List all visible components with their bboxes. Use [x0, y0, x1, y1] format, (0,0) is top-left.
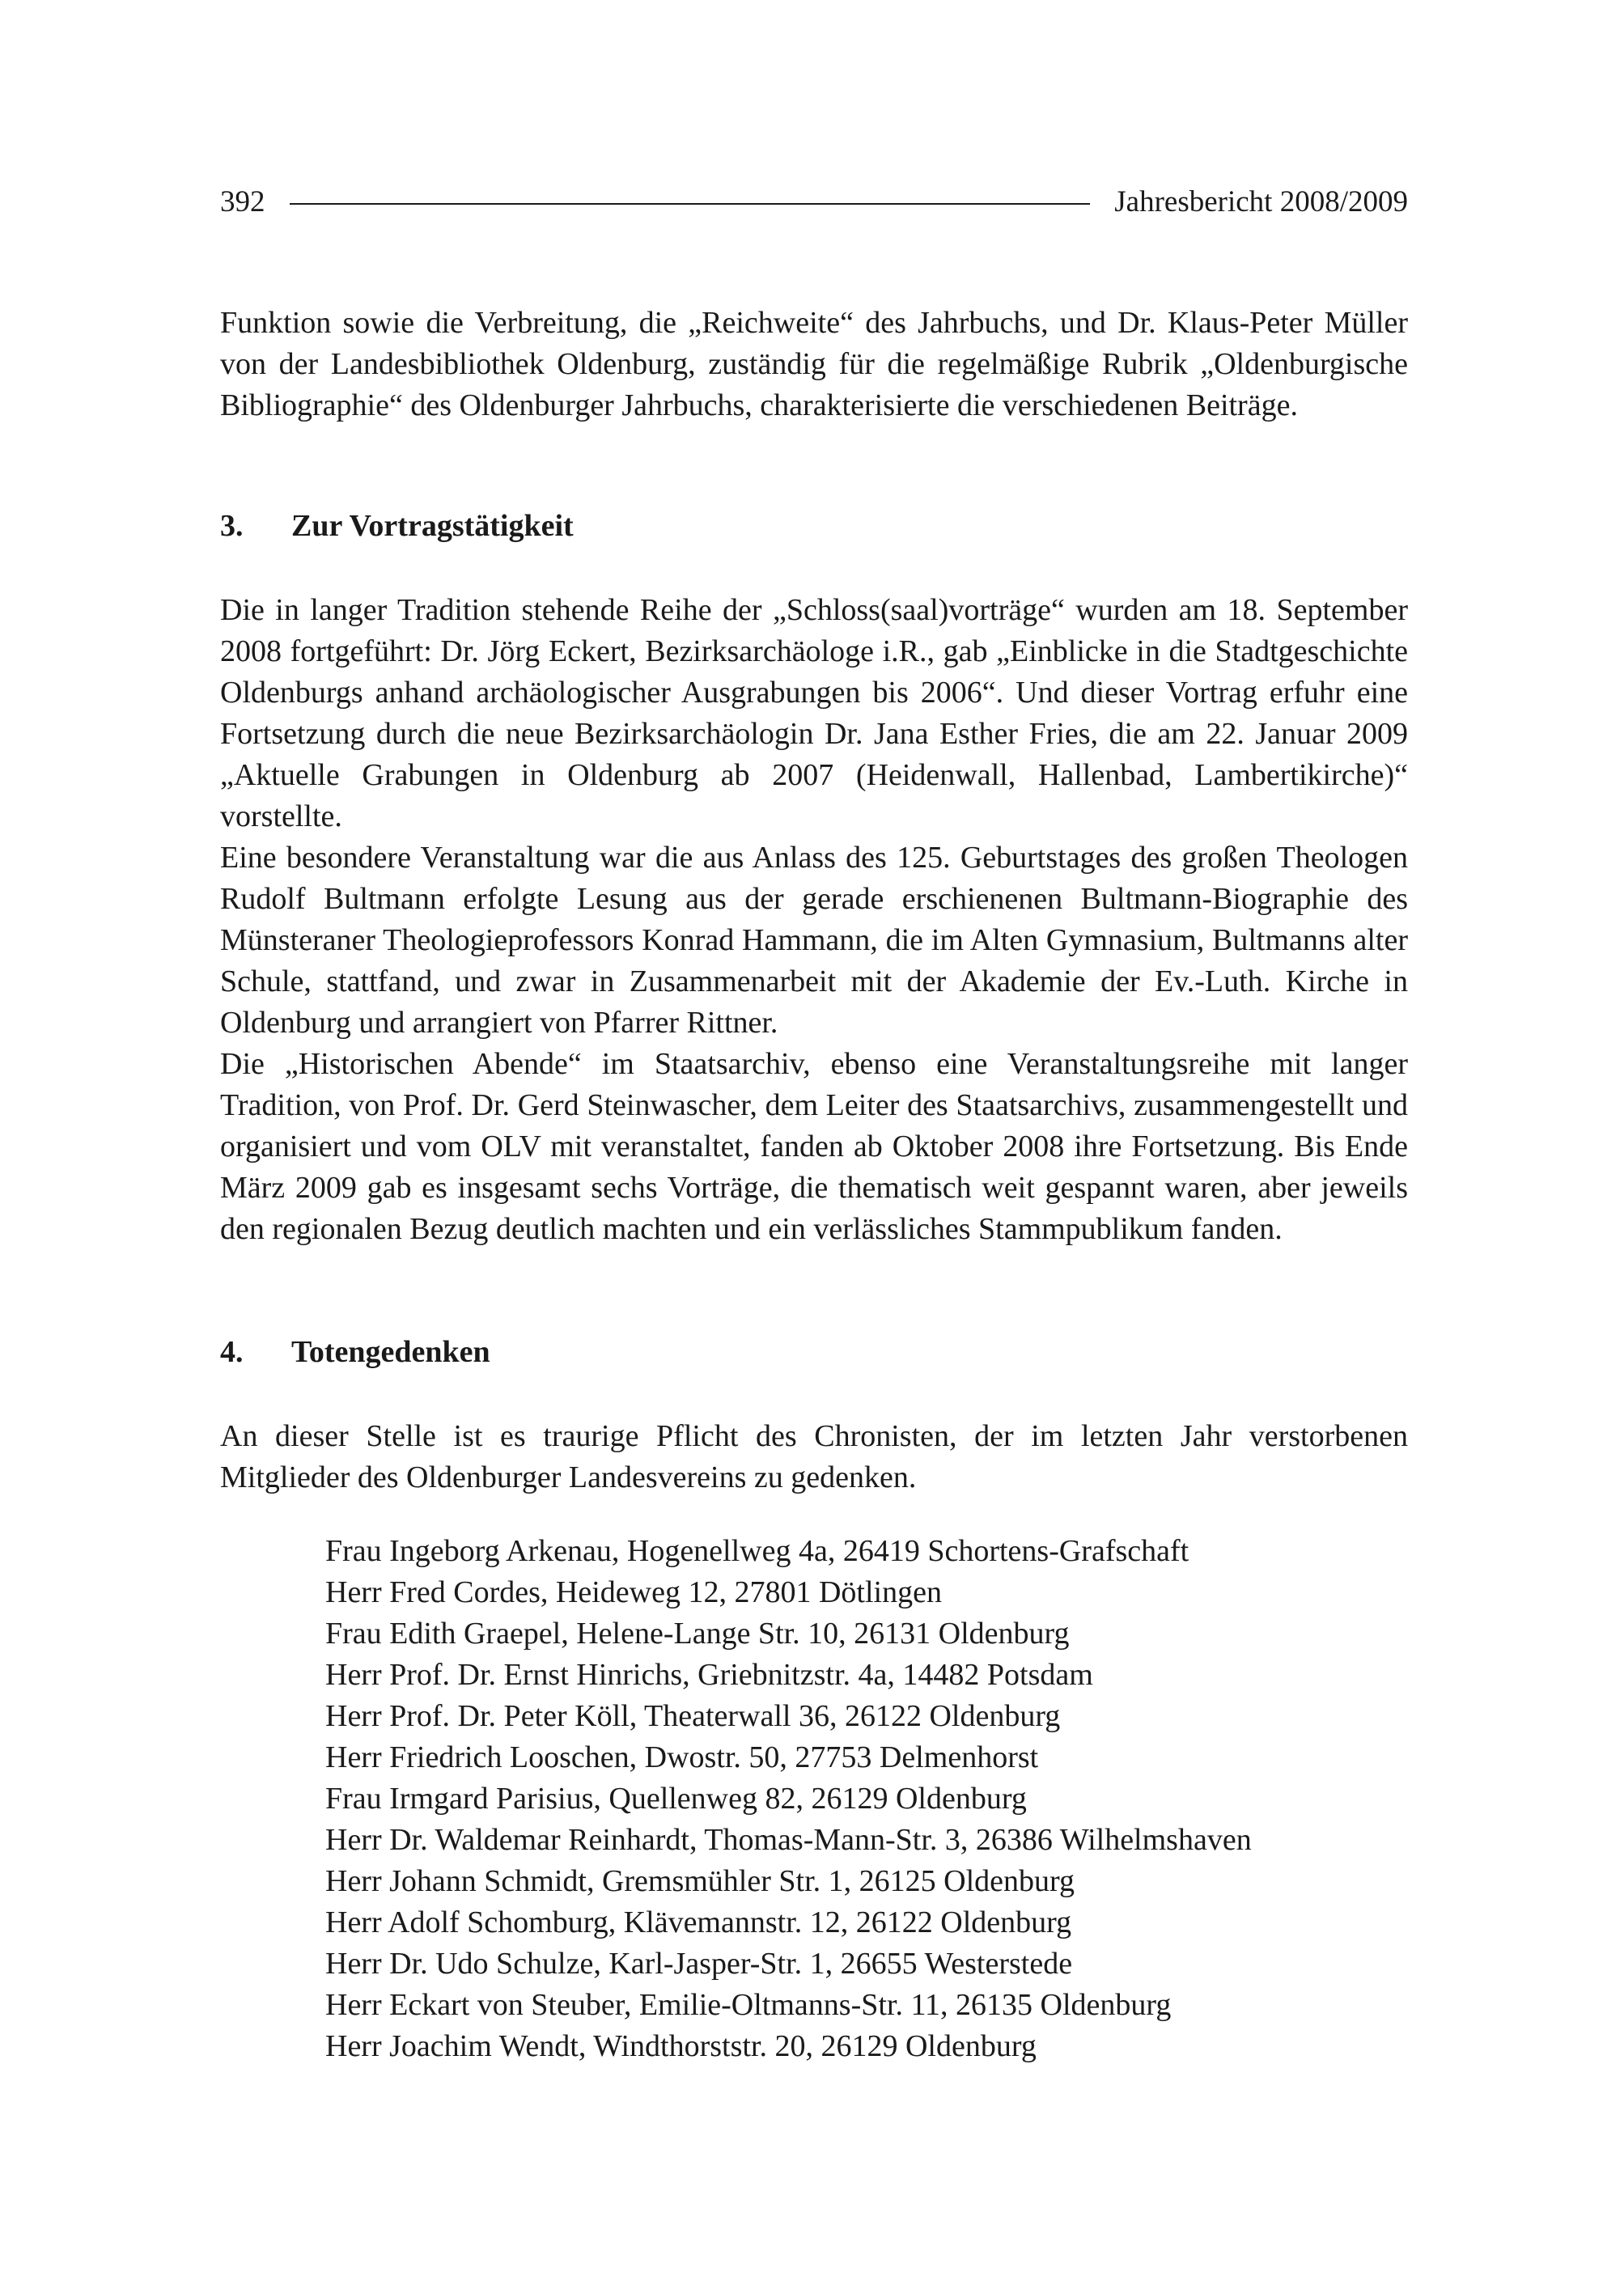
section-number: 3. [220, 509, 244, 543]
section-heading-4 [220, 1332, 1408, 1373]
section-title: Totengedenken [291, 1335, 490, 1369]
running-head [220, 184, 1408, 220]
page-number: 392 [220, 185, 265, 218]
section3-paragraph-3: Die „Historischen Abende“ im Staatsarchiv, ebenso eine Veranstaltungsreihe mit langer Tradition, von Prof. Dr. Gerd Steinwascher, dem Leiter des Staatsarchivs, zusammengestellt und organisiert und vom OLV mit veranstaltet, fanden ab Oktober 2008 ihre Fortsetzung. Bis Ende März 2009 gab es insgesamt sechs Vorträge, die thematisch weit gespannt waren, aber jeweils den regionalen Bezug deutlich machten und ein verlässliches Stammpublikum fanden. [220, 1047, 1408, 1246]
list-item: Frau Irmgard Parisius, Quellenweg 82, 26129 Oldenburg [325, 1782, 1027, 1816]
list-item: Frau Edith Graepel, Helene-Lange Str. 10, 26131 Oldenburg [325, 1617, 1070, 1651]
list-item: Herr Prof. Dr. Peter Köll, Theaterwall 36, 26122 Oldenburg [325, 1699, 1061, 1733]
list-item: Herr Dr. Waldemar Reinhardt, Thomas-Mann-Str. 3, 26386 Wilhelmshaven [325, 1823, 1252, 1857]
section4-intro: An dieser Stelle ist es traurige Pflicht des Chronisten, der im letzten Jahr verstorbenen Mitglieder des Oldenburger Landesvereins zu gedenken. [220, 1419, 1408, 1494]
list-item: Herr Dr. Udo Schulze, Karl-Jasper-Str. 1, 26655 Westerstede [325, 1947, 1073, 1981]
list-item: Herr Adolf Schomburg, Klävemannstr. 12, 26122 Oldenburg [325, 1905, 1072, 1939]
page [220, 184, 1408, 2067]
list-item: Herr Johann Schmidt, Gremsmühler Str. 1, 26125 Oldenburg [325, 1864, 1075, 1898]
intro-paragraph: Funktion sowie die Verbreitung, die „Reichweite“ des Jahrbuchs, und Dr. Klaus-Peter Müller von der Landesbibliothek Oldenburg, zuständig für die regelmäßige Rubrik „Oldenburgische Bibliographie“ des Oldenburger Jahrbuchs, charakterisierte die verschiedenen Beiträge. [220, 306, 1408, 422]
deceased-list [220, 1531, 1408, 2067]
header-rule [290, 203, 1091, 205]
list-item: Herr Prof. Dr. Ernst Hinrichs, Griebnitzstr. 4a, 14482 Potsdam [325, 1658, 1093, 1692]
list-item: Herr Eckart von Steuber, Emilie-Oltmanns-Str. 11, 26135 Oldenburg [325, 1988, 1172, 2022]
running-title: Jahresbericht 2008/2009 [1114, 185, 1408, 218]
list-item: Frau Ingeborg Arkenau, Hogenellweg 4a, 26419 Schortens-Grafschaft [325, 1534, 1189, 1568]
section3-paragraph-2: Eine besondere Veranstaltung war die aus Anlass des 125. Geburtstages des großen Theologen Rudolf Bultmann erfolgte Lesung aus der gerade erschienenen Bultmann-Biographie des Münsteraner Theologieprofessors Konrad Hammann, die im Alten Gymnasium, Bultmanns alter Schule, stattfand, und zwar in Zusammenarbeit mit der Akademie der Ev.-Luth. Kirche in Oldenburg und arrangiert von Pfarrer Rittner. [220, 841, 1408, 1040]
list-item: Herr Fred Cordes, Heideweg 12, 27801 Dötlingen [325, 1575, 942, 1609]
list-item: Herr Friedrich Looschen, Dwostr. 50, 27753 Delmenhorst [325, 1740, 1039, 1774]
section-number: 4. [220, 1335, 244, 1369]
section-heading-3 [220, 506, 1408, 547]
list-item: Herr Joachim Wendt, Windthorststr. 20, 26129 Oldenburg [325, 2029, 1037, 2063]
section-title: Zur Vortragstätigkeit [291, 509, 574, 543]
section3-paragraph-1: Die in langer Tradition stehende Reihe der „Schloss(saal)vorträge“ wurden am 18. September 2008 fortgeführt: Dr. Jörg Eckert, Bezirksarchäologe i.R., gab „Einblicke in die Stadtgeschichte Oldenburgs anhand archäologischer Ausgrabungen bis 2006“. Und dieser Vortrag erfuhr eine Fortsetzung durch die neue Bezirksarchäologin Dr. Jana Esther Fries, die am 22. Januar 2009 „Aktuelle Grabungen in Oldenburg ab 2007 (Heidenwall, Hallenbad, Lambertikirche)“ vorstellte. [220, 593, 1408, 833]
